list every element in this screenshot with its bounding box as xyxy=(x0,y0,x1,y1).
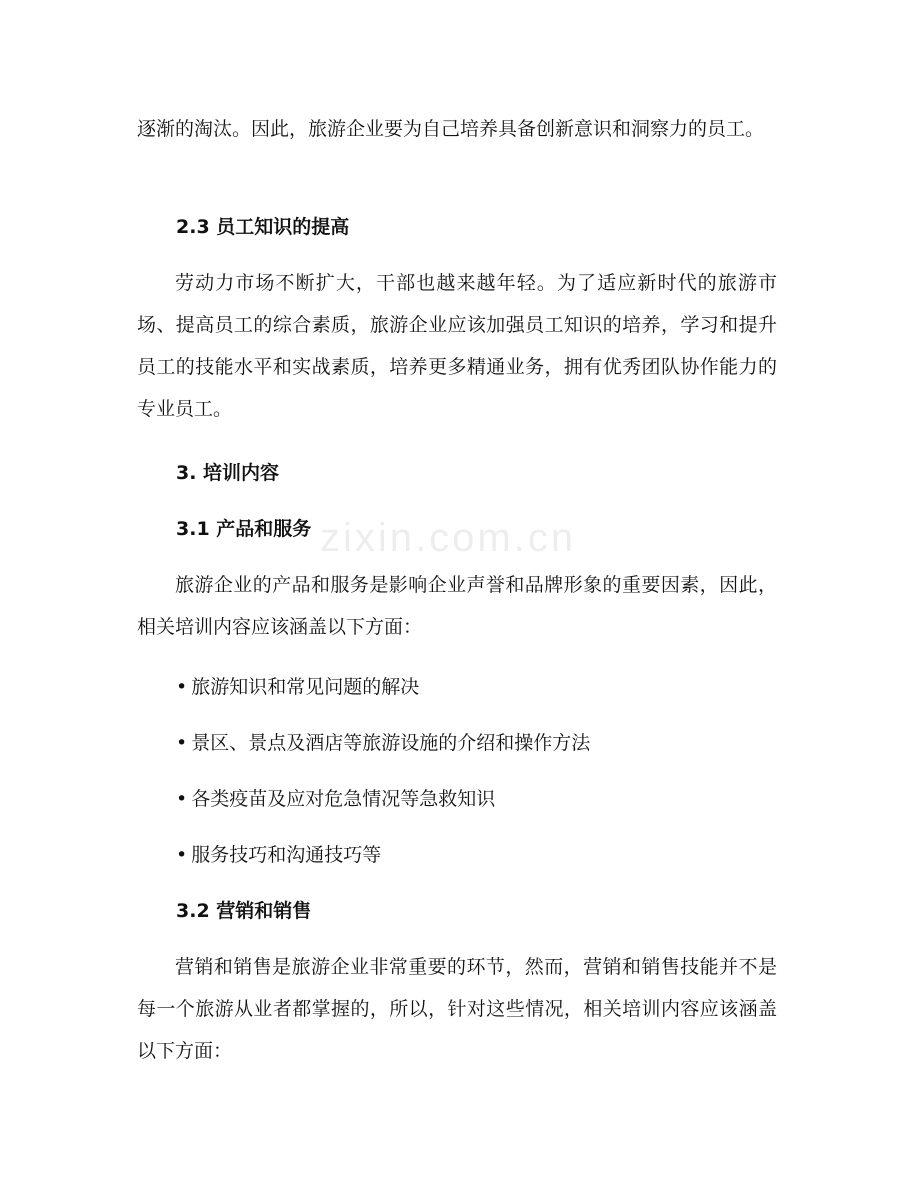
bullet-dot: • xyxy=(176,844,188,866)
paragraph-2-3: 劳动力市场不断扩大，干部也越来越年轻。为了适应新时代的旅游市场、提高员工的综合素质，旅游企业应该加强员工知识的培养，学习和提升员工的技能水平和实战素质，培养更多精通业务，拥有优秀团队协作能力的专业员工。 xyxy=(137,272,777,420)
bullet-dot: • xyxy=(176,788,188,810)
heading-3: 3. 培训内容 xyxy=(176,462,280,484)
paragraph-3-1: 旅游企业的产品和服务是影响企业声誉和品牌形象的重要因素，因此，相关培训内容应该涵盖以下方面： xyxy=(137,574,777,638)
heading-2-3: 2.3 员工知识的提高 xyxy=(176,216,350,238)
bullet-item xyxy=(176,722,590,764)
bullet-text: 各类疫苗及应对危急情况等急救知识 xyxy=(191,788,496,810)
bullet-text: 景区、景点及酒店等旅游设施的介绍和操作方法 xyxy=(191,732,591,754)
bullet-item xyxy=(176,666,419,708)
bullet-text: 旅游知识和常见问题的解决 xyxy=(191,676,420,698)
bullet-dot: • xyxy=(176,732,188,754)
bullet-item xyxy=(176,834,381,876)
heading-3-1: 3.1 产品和服务 xyxy=(176,518,312,540)
paragraph-3-2: 营销和销售是旅游企业非常重要的环节，然而，营销和销售技能并不是每一个旅游从业者都掌握的，所以，针对这些情况，相关培训内容应该涵盖以下方面： xyxy=(137,956,777,1062)
heading-3-2: 3.2 营销和销售 xyxy=(176,900,312,922)
bullet-text: 服务技巧和沟通技巧等 xyxy=(191,844,382,866)
bullet-dot: • xyxy=(176,676,188,698)
paragraph-continued: 逐渐的淘汰。因此，旅游企业要为自己培养具备创新意识和洞察力的员工。 xyxy=(137,118,765,140)
bullet-item xyxy=(176,778,495,820)
watermark: zixin.com.cn xyxy=(320,516,577,560)
